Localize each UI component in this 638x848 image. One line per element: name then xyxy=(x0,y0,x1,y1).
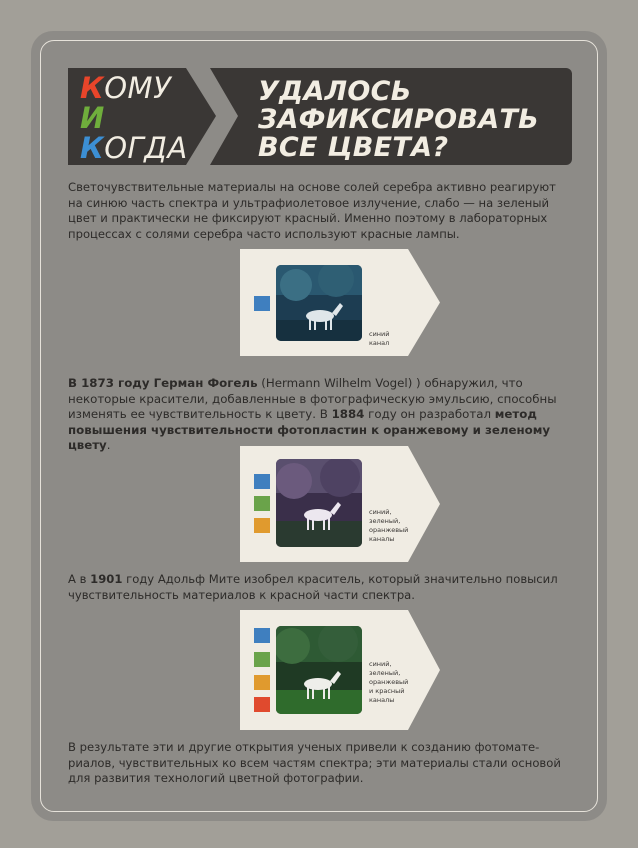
letter-i: И xyxy=(80,101,105,135)
horse-photo-purple xyxy=(276,459,362,547)
miethe-text-1: А в xyxy=(68,572,91,586)
caption-four-channels: синий, зеленый, оранжевый и красный каналы xyxy=(369,660,409,704)
headline-line-2: ЗАФИКСИРОВАТЬ xyxy=(258,104,540,135)
letter-k2: К xyxy=(80,131,105,165)
swatch-blue xyxy=(254,296,270,311)
vogel-method: метод повышения чувствительности фотопластин к оранжевому и зеленому цвету xyxy=(68,407,551,452)
photo-three-channels xyxy=(276,459,362,547)
horse-photo-green xyxy=(276,626,362,714)
paragraph-intro: Светочувствительные материалы на основе солей серебра активно реагируют на синюю часть спектра и ультрафиолетовое излучение, слабо — на зеленый цвет и практически не фиксируют красный. Именно поэтому в лабораторных процессах с солями серебра часто используют красные лампы. xyxy=(68,180,556,241)
word-omu: ОМУ xyxy=(104,71,172,105)
year-1884: 1884 xyxy=(331,407,365,421)
swatch-blue xyxy=(254,474,270,489)
header-line-kogda xyxy=(80,131,188,165)
header-line-i xyxy=(80,101,105,135)
swatch-orange xyxy=(254,675,270,690)
horse-photo-blue xyxy=(276,265,362,341)
photo-four-channels xyxy=(276,626,362,714)
paragraph-conclusion: В результате эти и другие открытия ученых привели к созданию фотоматериалов, чувствительных ко всем частям спектра; эти материалы стали основой для развития технологий цветной фотографии. xyxy=(68,740,561,786)
vogel-text-1: (Hermann Wilhelm Vogel) ) обнаружил, что некоторые красители, добавленные в фотографическую эмульсию, способны изменять ее чувствительность к цвету. В xyxy=(68,376,557,421)
swatch-blue xyxy=(254,628,270,643)
letter-k1: К xyxy=(80,71,105,105)
vogel-text-2: году он разработал xyxy=(364,407,495,421)
swatch-green xyxy=(254,652,270,667)
header-line-komu xyxy=(80,71,172,105)
word-ogda: ОГДА xyxy=(104,131,188,165)
year-1901: 1901 xyxy=(90,572,123,586)
headline-line-1: УДАЛОСЬ xyxy=(258,76,412,107)
vogel-end: . xyxy=(106,438,111,452)
photo-blue-channel xyxy=(276,265,362,341)
swatch-green xyxy=(254,496,270,511)
paragraph-vogel xyxy=(68,376,572,454)
vogel-lead: В 1873 году Герман Фогель xyxy=(68,376,258,390)
miethe-text-2: году Адольф Мите изобрел краситель, который значительно повысил чувствительность материалов к красной части спектра. xyxy=(68,572,558,602)
swatch-orange xyxy=(254,518,270,533)
caption-blue-channel: синий канал xyxy=(369,330,390,347)
headline-line-3: ВСЕ ЦВЕТА? xyxy=(258,132,449,163)
paragraph-miethe xyxy=(68,572,572,603)
swatch-red xyxy=(254,697,270,712)
caption-three-channels: синий, зеленый, оранжевый каналы xyxy=(369,508,409,543)
